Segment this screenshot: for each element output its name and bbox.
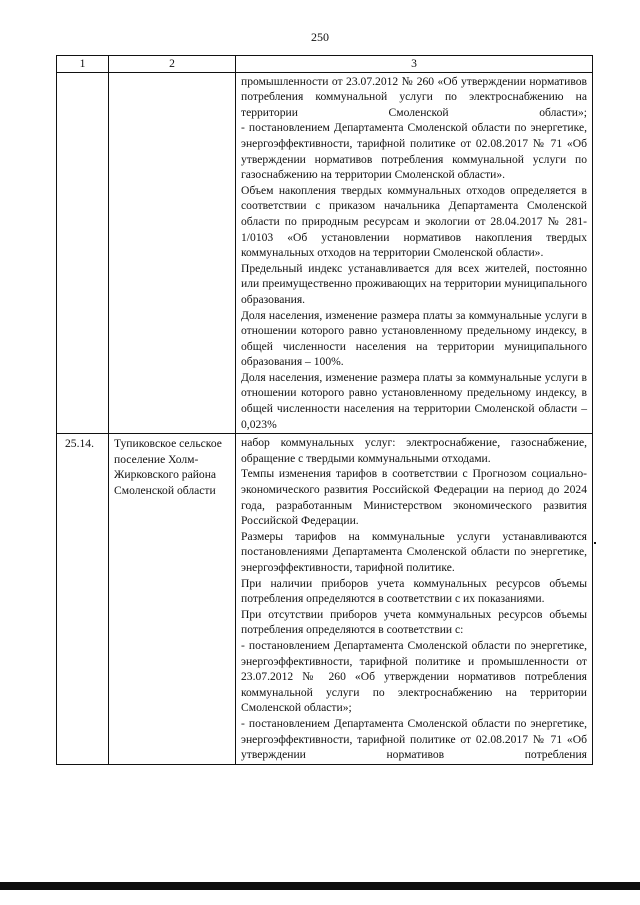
paragraph: промышленности от 23.07.2012 № 260 «Об утверждении нормативов потребления коммунальной услуги по электроснабжению на территории Смоленской области»; (241, 74, 587, 119)
paragraph: Темпы изменения тарифов в соответствии с Прогнозом социально-экономического развития Российской Федерации на период до 2024 года, разработанным Министерством экономического развития Российской Федерации. (241, 467, 587, 528)
cell-number-empty (57, 72, 109, 434)
document-table (56, 55, 593, 765)
table-header-row (57, 56, 593, 73)
paragraph: - постановлением Департамента Смоленской области по энергетике, энергоэффективности, тарифной политике от 02.08.2017 № 71 «Об утверждении нормативов потребления (241, 716, 587, 762)
column-header-1: 1 (57, 56, 109, 73)
entry-number: 25.14. (57, 434, 109, 764)
column-header-3: 3 (236, 56, 593, 73)
paragraph: Размеры тарифов на коммунальные услуги устанавливаются постановлениями Департамента Смоленской области по энергетике, энергоэффективности, тарифной политике. (241, 529, 587, 574)
paragraph: Доля населения, изменение размера платы за коммунальные услуги в отношении которого равно установленному предельному индексу, в общей численности населения на территории Смоленской области – 0,023% (241, 370, 587, 431)
column-header-2: 2 (109, 56, 236, 73)
paragraph: - постановлением Департамента Смоленской области по энергетике, энергоэффективности, тарифной политике и промышленности от 23.07.2012 № 260 «Об утверждении нормативов потребления коммунальной услуги по электроснабжению на территории Смоленской области»; (241, 638, 587, 715)
cell-content-continuation (236, 72, 593, 434)
cell-content-entry (236, 434, 593, 764)
table-row-entry (57, 434, 593, 764)
paragraph: При отсутствии приборов учета коммунальных ресурсов объемы потребления определяются в соответствии с: (241, 607, 587, 637)
paragraph: - постановлением Департамента Смоленской области по энергетике, энергоэффективности, тарифной политике от 02.08.2017 № 71 «Об утверждении нормативов потребления коммунальной услуги по газоснабжению на территории Смоленской области». (241, 121, 587, 182)
scan-edge-bar (0, 882, 640, 890)
paragraph: При наличии приборов учета коммунальных ресурсов объемы потребления определяются в соответствии с их показаниями. (241, 576, 587, 606)
paragraph: Объем накопления твердых коммунальных отходов определяется в соответствии с приказом начальника Департамента Смоленской области по природным ресурсам и экологии от 28.04.2017 № 281-1/0103 «Об установлении нормативов накопления твердых коммунальных отходов на территории Смоленской области». (241, 183, 587, 260)
cell-name-empty (109, 72, 236, 434)
paragraph: набор коммунальных услуг: электроснабжение, газоснабжение, обращение с твердыми коммунальными отходами. (241, 436, 587, 465)
paragraph: Доля населения, изменение размера платы за коммунальные услуги в отношении которого равно установленному предельному индексу, в общей численности населения на территории муниципального образования – 100%. (241, 308, 587, 369)
page-number: 250 (311, 30, 329, 44)
scan-speck (594, 542, 596, 544)
entry-name: Тупиковское сельское поселение Холм-Жирковского района Смоленской области (109, 434, 236, 764)
table-row-continuation (57, 72, 593, 434)
paragraph: Предельный индекс устанавливается для всех жителей, постоянно или преимущественно проживающих на территории муниципального образования. (241, 261, 587, 306)
